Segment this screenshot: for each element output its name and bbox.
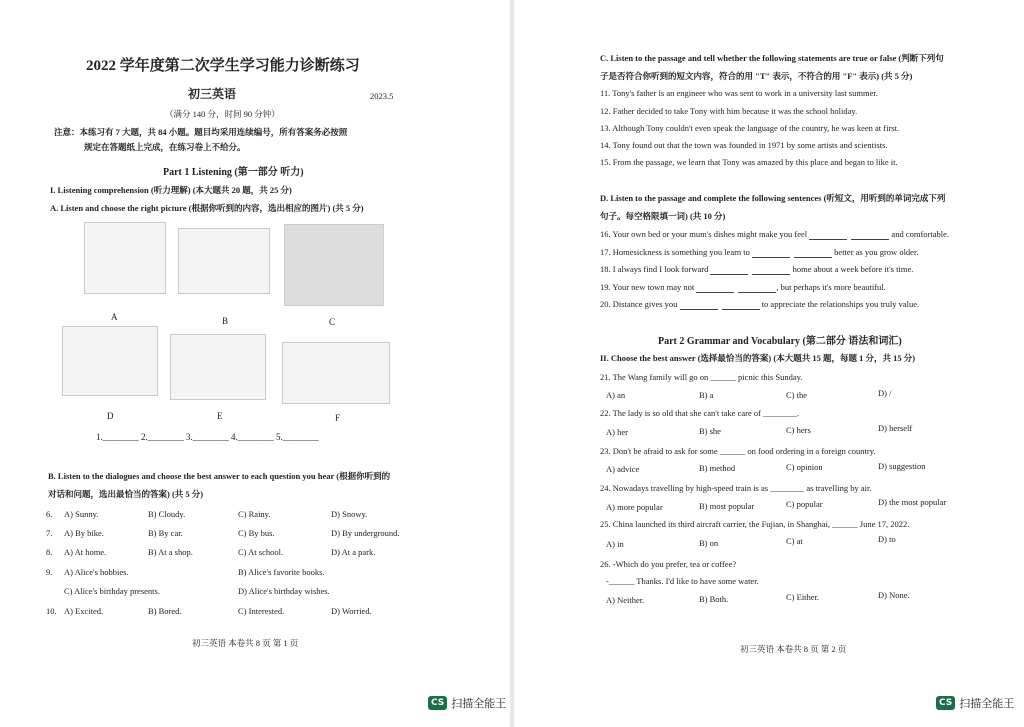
q6-number: 6. [46, 509, 53, 519]
section-b-heading-2: 对话和问题，选出最恰当的答案) (共 5 分) [48, 489, 204, 499]
exam-title: 2022 学年度第二次学生学习能力诊断练习 [86, 58, 360, 74]
part2-heading: Part 2 Grammar and Vocabulary (第二部分 语法和词汇) [658, 336, 902, 347]
q26-response: -______ Thanks. I'd like to have some water. [606, 576, 759, 586]
q26-option-b: B) Both. [699, 594, 729, 604]
part1-heading: Part 1 Listening (第一部分 听力) [163, 167, 304, 178]
q22-option-c: C) hers [786, 425, 811, 435]
q21-option-d: D) / [878, 388, 892, 398]
q26-option-c: C) Either. [786, 592, 820, 602]
q26-option-a: A) Neither. [606, 595, 645, 605]
q22-option-a: A) her [606, 427, 628, 437]
tf-item-12: 12. Father decided to take Tony with him because it was the school holiday. [600, 106, 858, 116]
q10-option-a: A) Excited. [64, 606, 104, 616]
exam-page-2 [514, 0, 1024, 727]
subject-title: 初三英语 [188, 87, 237, 101]
picture-f [282, 342, 390, 404]
q25-stem: 25. China launched its third aircraft carrier, the Fujian, in Shanghai, ______ June 17, 2022. [600, 519, 910, 529]
section-c-heading-2: 子是否符合你听到的短文内容，符合的用 "T" 表示，不符合的用 "F" 表示) (共 5 分) [600, 71, 913, 81]
fill-item-17: 17. Homesickness is something you learn to better as you grow older. [600, 247, 919, 257]
scanner-watermark-2 [936, 695, 1014, 711]
picture-label-a: A [111, 312, 118, 322]
picture-label-c: C [329, 317, 336, 327]
notice-line-2: 规定在答题纸上完成，在练习卷上不给分。 [84, 142, 246, 152]
q23-option-c: C) opinion [786, 462, 823, 472]
section-2-heading: II. Choose the best answer (选择最恰当的答案) (本大题共 15 题，每题 1 分，共 15 分) [600, 353, 916, 363]
section-a-heading: A. Listen and choose the right picture (根据你听到的内容，选出相应的图片) (共 5 分) [50, 203, 364, 213]
picture-label-f: F [335, 413, 341, 423]
picture-label-e: E [217, 411, 223, 421]
q22-option-d: D) herself [878, 423, 913, 433]
fill-item-19: 19. Your new town may not , but perhaps it's more beautiful. [600, 282, 886, 292]
picture-a [84, 222, 166, 294]
tf-item-14: 14. Tony found out that the town was founded in 1971 by some artists and scientists. [600, 140, 888, 150]
q21-option-a: A) an [606, 390, 626, 400]
q24-option-a: A) more popular [606, 502, 663, 512]
page-1-footer: 初三英语 本卷共 8 页 第 1 页 [192, 638, 299, 648]
fill-item-18: 18. I always find I look forward home about a week before it's time. [600, 264, 914, 274]
brand-name: 扫描全能王 [451, 697, 507, 710]
q21-option-c: C) the [786, 390, 808, 400]
q24-stem: 24. Nowadays travelling by high-speed train is as ________ as travelling by air. [600, 483, 872, 493]
q9-option-d: D) Alice's birthday wishes. [238, 586, 330, 596]
q7-option-a: A) By bike. [64, 528, 104, 538]
q7-number: 7. [46, 528, 53, 538]
section-b-heading-1: B. Listen to the dialogues and choose the best answer to each question you hear (根据你听到的 [48, 471, 391, 481]
q23-option-d: D) suggestion [878, 461, 926, 471]
q8-option-c: C) At school. [238, 547, 284, 557]
q26-stem: 26. -Which do you prefer, tea or coffee? [600, 559, 737, 569]
q21-stem: 21. The Wang family will go on ______ picnic this Sunday. [600, 372, 803, 382]
picture-c [284, 224, 384, 306]
q22-stem: 22. The lady is so old that she can't take care of ________. [600, 408, 800, 418]
exam-page-1 [0, 0, 510, 727]
cs-logo-icon: CS [936, 696, 955, 710]
tf-item-13: 13. Although Tony couldn't even speak the language of the country, he was keen at first. [600, 123, 900, 133]
exam-date: 2023.5 [370, 91, 394, 101]
exam-meta: （满分 140 分，时间 90 分钟） [165, 109, 280, 119]
q23-stem: 23. Don't be afraid to ask for some ______ on food ordering in a foreign country. [600, 446, 876, 456]
q6-option-a: A) Sunny. [64, 509, 99, 519]
section-1-heading: I. Listening comprehension (听力理解) (本大题共 20 题，共 25 分) [50, 185, 292, 195]
scanner-watermark-1 [428, 695, 506, 711]
q26-option-d: D) None. [878, 590, 910, 600]
q25-option-c: C) at [786, 536, 803, 546]
q10-number: 10. [46, 606, 57, 616]
q6-option-c: C) Rainy. [238, 509, 271, 519]
q10-option-d: D) Worried. [331, 606, 372, 616]
section-d-heading-2: 句子。每空格限填一词) (共 10 分) [600, 211, 726, 221]
section-d-heading-1: D. Listen to the passage and complete the following sentences (听短文，用听到的单词完成下列 [600, 193, 946, 203]
q23-option-b: B) method [699, 463, 736, 473]
page-2-footer: 初三英语 本卷共 8 页 第 2 页 [740, 644, 847, 654]
q10-option-b: B) Bored. [148, 606, 182, 616]
q7-option-c: C) By bus. [238, 528, 275, 538]
brand-name: 扫描全能王 [959, 697, 1015, 710]
q25-option-b: B) on [699, 538, 719, 548]
q9-option-b: B) Alice's favorite books. [238, 567, 325, 577]
q9-number: 9. [46, 567, 53, 577]
picture-b [178, 228, 270, 294]
q23-option-a: A) advice [606, 464, 640, 474]
q9-option-a: A) Alice's hobbies. [64, 567, 129, 577]
q21-option-b: B) a [699, 390, 714, 400]
q22-option-b: B) she [699, 426, 721, 436]
q10-option-c: C) Interested. [238, 606, 285, 616]
picture-d [62, 326, 158, 396]
q25-option-d: D) to [878, 534, 896, 544]
cs-logo-icon: CS [428, 696, 447, 710]
q7-option-b: B) By car. [148, 528, 183, 538]
answer-blanks-1-5: 1.________ 2.________ 3.________ 4.________ 5.________ [96, 432, 319, 442]
q8-option-a: A) At home. [64, 547, 107, 557]
q8-number: 8. [46, 547, 53, 557]
q6-option-d: D) Snowy. [331, 509, 368, 519]
q6-option-b: B) Cloudy. [148, 509, 186, 519]
q8-option-b: B) At a shop. [148, 547, 193, 557]
fill-item-16: 16. Your own bed or your mum's dishes might make you feel and comfortable. [600, 229, 950, 239]
q25-option-a: A) in [606, 539, 624, 549]
q8-option-d: D) At a park. [331, 547, 376, 557]
notice-line-1: 注意：本练习有 7 大题，共 84 小题。题目均采用连续编号，所有答案务必按照 [54, 127, 348, 137]
picture-label-d: D [107, 411, 114, 421]
picture-label-b: B [222, 316, 229, 326]
q24-option-c: C) popular [786, 499, 823, 509]
q7-option-d: D) By underground. [331, 528, 400, 538]
tf-item-11: 11. Tony's father is an engineer who was sent to work in a university last summer. [600, 88, 878, 98]
fill-item-20: 20. Distance gives you to appreciate the relationships you truly value. [600, 299, 920, 309]
picture-e [170, 334, 266, 400]
q9-option-c: C) Alice's birthday presents. [64, 586, 160, 596]
q24-option-b: B) most popular [699, 501, 755, 511]
section-c-heading-1: C. Listen to the passage and tell whether the following statements are true or false (判断下列句 [600, 53, 944, 63]
q24-option-d: D) the most popular [878, 497, 947, 507]
tf-item-15: 15. From the passage, we learn that Tony was amazed by this place and began to like it. [600, 157, 898, 167]
